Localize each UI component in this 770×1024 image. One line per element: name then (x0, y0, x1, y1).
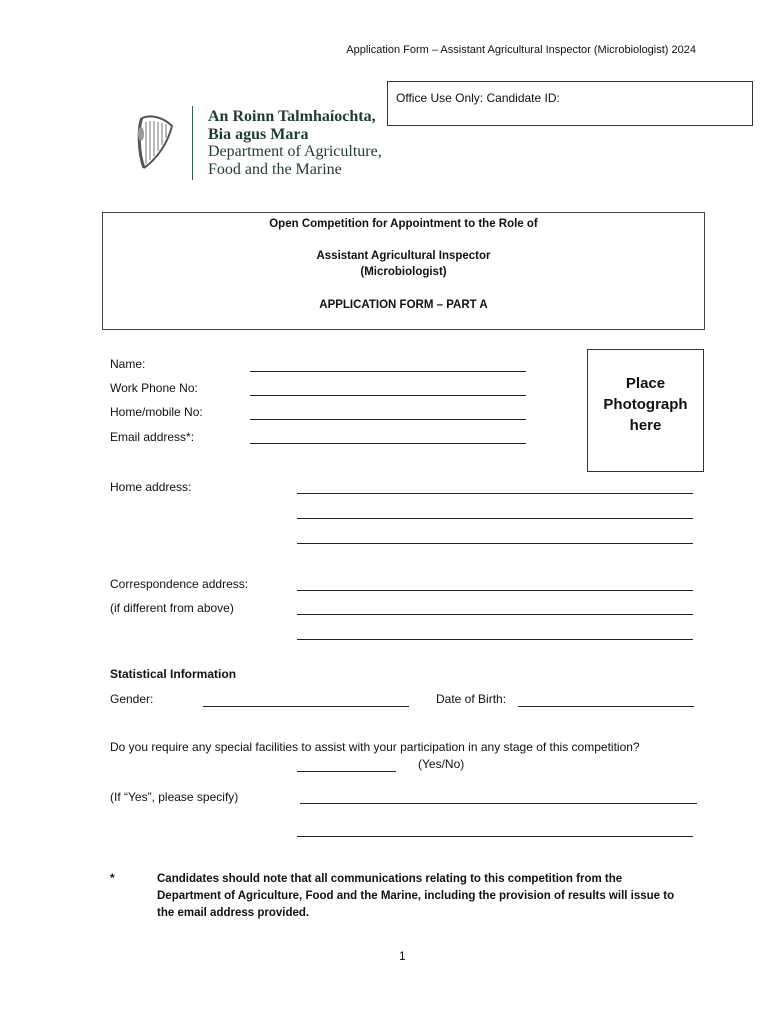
email-field[interactable] (250, 442, 526, 444)
dept-english-line2: Food and the Marine (208, 160, 342, 178)
specify-field-2[interactable] (297, 835, 693, 837)
name-label: Name: (110, 357, 146, 371)
title-line1: Open Competition for Appointment to the Role of (269, 218, 538, 230)
title-line4: APPLICATION FORM – PART A (319, 299, 488, 311)
title-line2: Assistant Agricultural Inspector (316, 250, 491, 262)
home-mobile-label: Home/mobile No: (110, 405, 203, 419)
page-header: Application Form – Assistant Agricultural Inspector (Microbiologist) 2024 (346, 44, 696, 56)
gender-field[interactable] (203, 705, 409, 707)
photo-box[interactable] (587, 349, 704, 472)
home-mobile-field[interactable] (250, 418, 526, 420)
dob-label: Date of Birth: (436, 692, 507, 706)
gender-label: Gender: (110, 692, 154, 706)
photo-line2: Photograph (603, 396, 688, 413)
title-box (102, 212, 705, 330)
email-label: Email address*: (110, 430, 195, 444)
dept-irish-line2: Bia agus Mara (208, 125, 309, 143)
special-question: Do you require any special facilities to assist with your participation in any stage of this competition? (110, 740, 640, 754)
name-field[interactable] (250, 370, 526, 372)
work-phone-label: Work Phone No: (110, 381, 198, 395)
correspondence-field-2[interactable] (297, 613, 693, 615)
dob-field[interactable] (518, 705, 694, 707)
harp-logo-icon (134, 112, 178, 174)
home-address-field-1[interactable] (297, 492, 693, 494)
title-line3: (Microbiologist) (360, 266, 447, 278)
note-asterisk: * (110, 871, 115, 885)
specify-field-1[interactable] (300, 802, 697, 804)
logo-divider (192, 106, 193, 180)
work-phone-field[interactable] (250, 394, 526, 396)
office-use-label: Office Use Only: Candidate ID: (396, 91, 560, 105)
dept-english-line1: Department of Agriculture, (208, 143, 382, 161)
home-address-label: Home address: (110, 480, 192, 494)
correspondence-field-3[interactable] (297, 638, 693, 640)
page-number: 1 (399, 949, 406, 963)
correspondence-label: Correspondence address: (110, 577, 249, 591)
photo-line1: Place (625, 375, 666, 392)
specify-label: (If “Yes”, please specify) (110, 790, 239, 804)
if-different-label: (if different from above) (110, 601, 234, 615)
office-use-box (387, 81, 753, 126)
dept-irish-line1: An Roinn Talmhaíochta, (208, 108, 376, 125)
photo-line3: here (629, 417, 662, 434)
home-address-field-3[interactable] (297, 542, 693, 544)
note-text: Candidates should note that all communications relating to this competition from the Department of Agriculture, Food and the Marine, including the provision of results will issue to the email address provided. (157, 873, 675, 919)
correspondence-field-1[interactable] (297, 589, 693, 591)
yes-no-label: (Yes/No) (418, 757, 465, 771)
home-address-field-2[interactable] (297, 517, 693, 519)
statistical-heading: Statistical Information (110, 667, 237, 681)
department-name (208, 108, 382, 178)
special-yes-no-field[interactable] (297, 770, 396, 772)
